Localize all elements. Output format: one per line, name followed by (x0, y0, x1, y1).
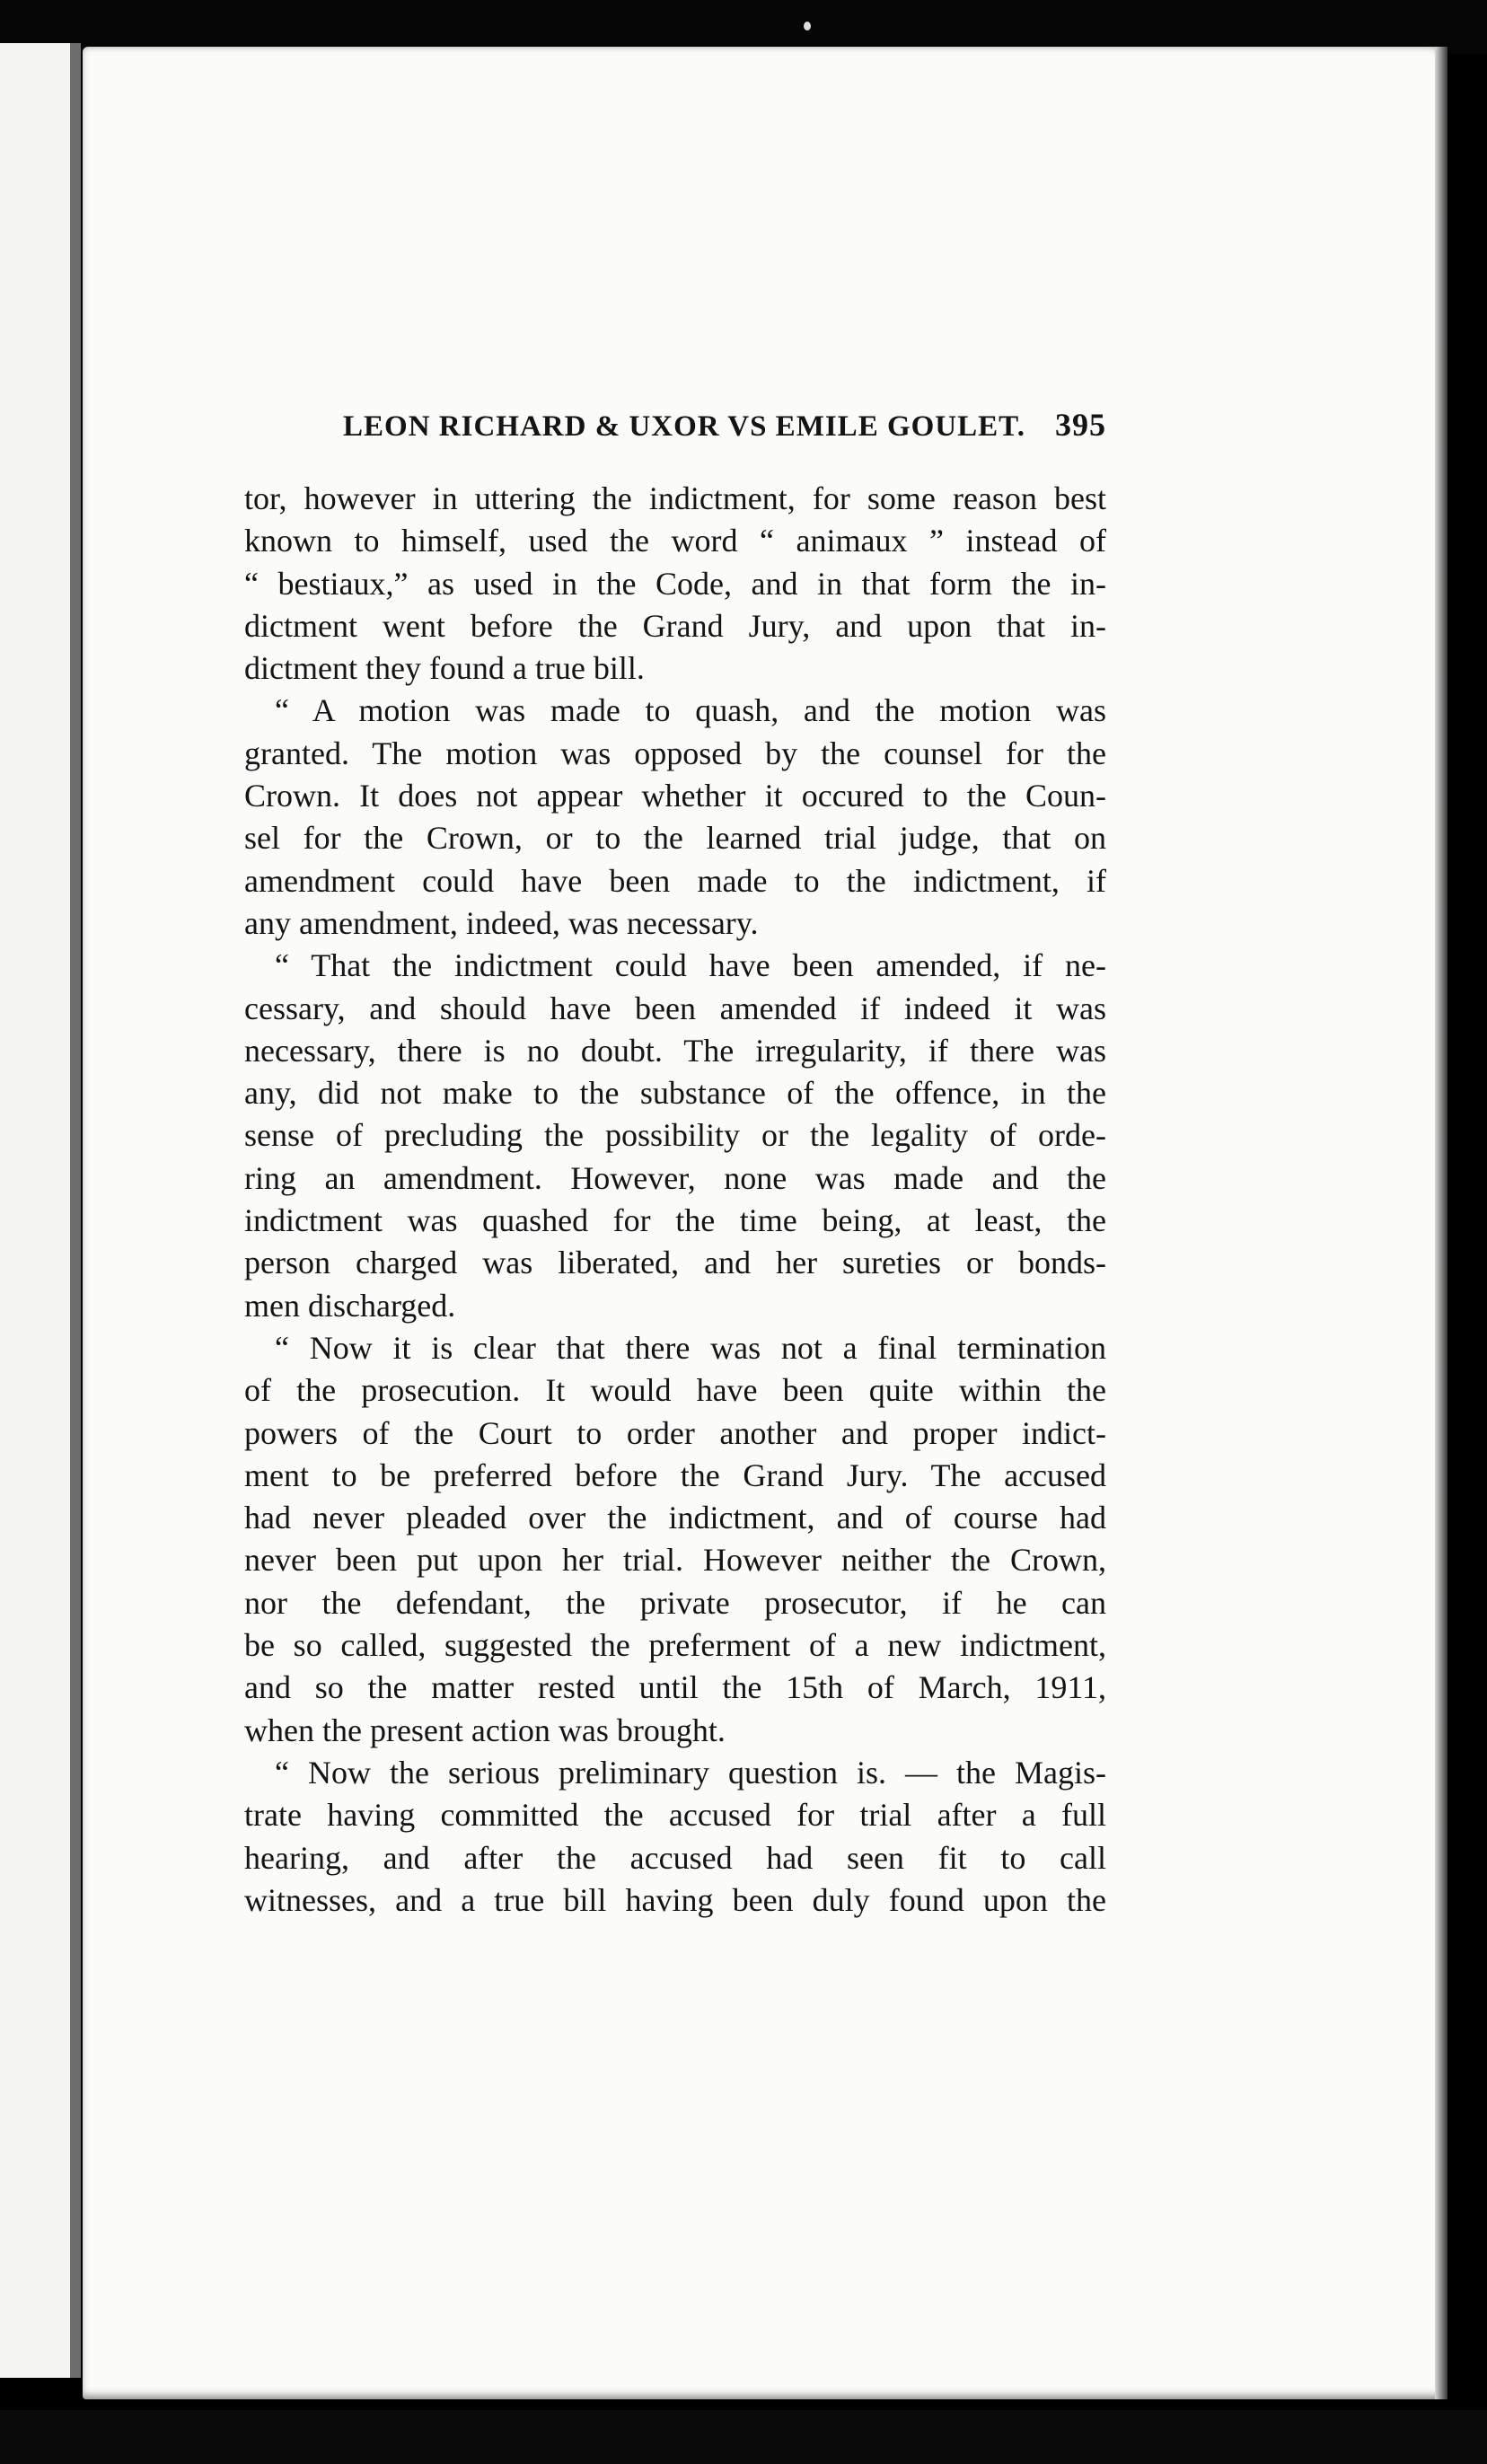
text-line: of the prosecution. It would have been quite within the (244, 1372, 1106, 1409)
running-head-title: LEON RICHARD & UXOR VS EMILE GOULET. (343, 410, 1025, 443)
text-line: ment to be preferred before the Grand Jury. The accused (244, 1456, 1106, 1493)
text-line: powers of the Court to order another and proper indict- (244, 1414, 1106, 1451)
running-head (343, 406, 1106, 453)
page-number: 395 (1055, 407, 1106, 443)
text-line: ring an amendment. However, none was made and the (244, 1159, 1106, 1196)
text-line: dictment went before the Grand Jury, and upon that in- (244, 607, 1106, 644)
text-line: trate having committed the accused for trial after a full (244, 1797, 1106, 1834)
text-line: when the present action was brought. (244, 1712, 726, 1748)
text-line: granted. The motion was opposed by the counsel for the (244, 735, 1106, 771)
page-right-edge (1435, 47, 1447, 2399)
text-line: any amendment, indeed, was necessary. (244, 904, 759, 941)
text-line: and so the matter rested until the 15th of March, 1911, (244, 1669, 1106, 1706)
text-line: sense of precluding the possibility or the legality of orde- (244, 1117, 1106, 1154)
text-line: nor the defendant, the private prosecutor, if he can (244, 1584, 1106, 1621)
text-line: any, did not make to the substance of the offence, in the (244, 1075, 1106, 1112)
text-line: hearing, and after the accused had seen fit to call (244, 1839, 1106, 1876)
text-line: sel for the Crown, or to the learned trial judge, that on (244, 820, 1106, 857)
scan-speck (804, 22, 811, 31)
page-content (244, 406, 1106, 1922)
text-line: amendment could have been made to the indictment, if (244, 862, 1106, 899)
text-line: “ Now the serious preliminary question is. — the Magis- (275, 1754, 1106, 1791)
text-line: “ A motion was made to quash, and the motion was (275, 692, 1106, 729)
body-text (244, 478, 1106, 1922)
scan-bottom-border (0, 2410, 1487, 2464)
text-line: witnesses, and a true bill having been duly found upon the (244, 1881, 1106, 1918)
text-line: indictment was quashed for the time being, at least, the (244, 1202, 1106, 1239)
text-line: tor, however in uttering the indictment, for some reason best (244, 480, 1106, 516)
text-line: be so called, suggested the preferment of a new indictment, (244, 1627, 1106, 1664)
text-line: dictment they found a true bill. (244, 650, 645, 687)
text-line: Crown. It does not appear whether it occured to the Coun- (244, 778, 1106, 814)
text-line: necessary, there is no doubt. The irregularity, if there was (244, 1032, 1106, 1069)
scan-top-border (0, 0, 1487, 54)
text-line: “ Now it is clear that there was not a final termination (275, 1329, 1106, 1366)
text-line: person charged was liberated, and her sureties or bonds- (244, 1245, 1106, 1281)
text-line: never been put upon her trial. However neither the Crown, (244, 1542, 1106, 1579)
text-line: men discharged. (244, 1287, 456, 1324)
text-line: cessary, and should have been amended if indeed it was (244, 990, 1106, 1026)
text-line: “ bestiaux,” as used in the Code, and in that form the in- (244, 565, 1106, 602)
text-line: known to himself, used the word “ animaux ” instead of (244, 523, 1106, 559)
left-page-edge (0, 43, 81, 2378)
text-line: had never pleaded over the indictment, and of course had (244, 1500, 1106, 1536)
text-line: “ That the indictment could have been amended, if ne- (275, 947, 1106, 984)
